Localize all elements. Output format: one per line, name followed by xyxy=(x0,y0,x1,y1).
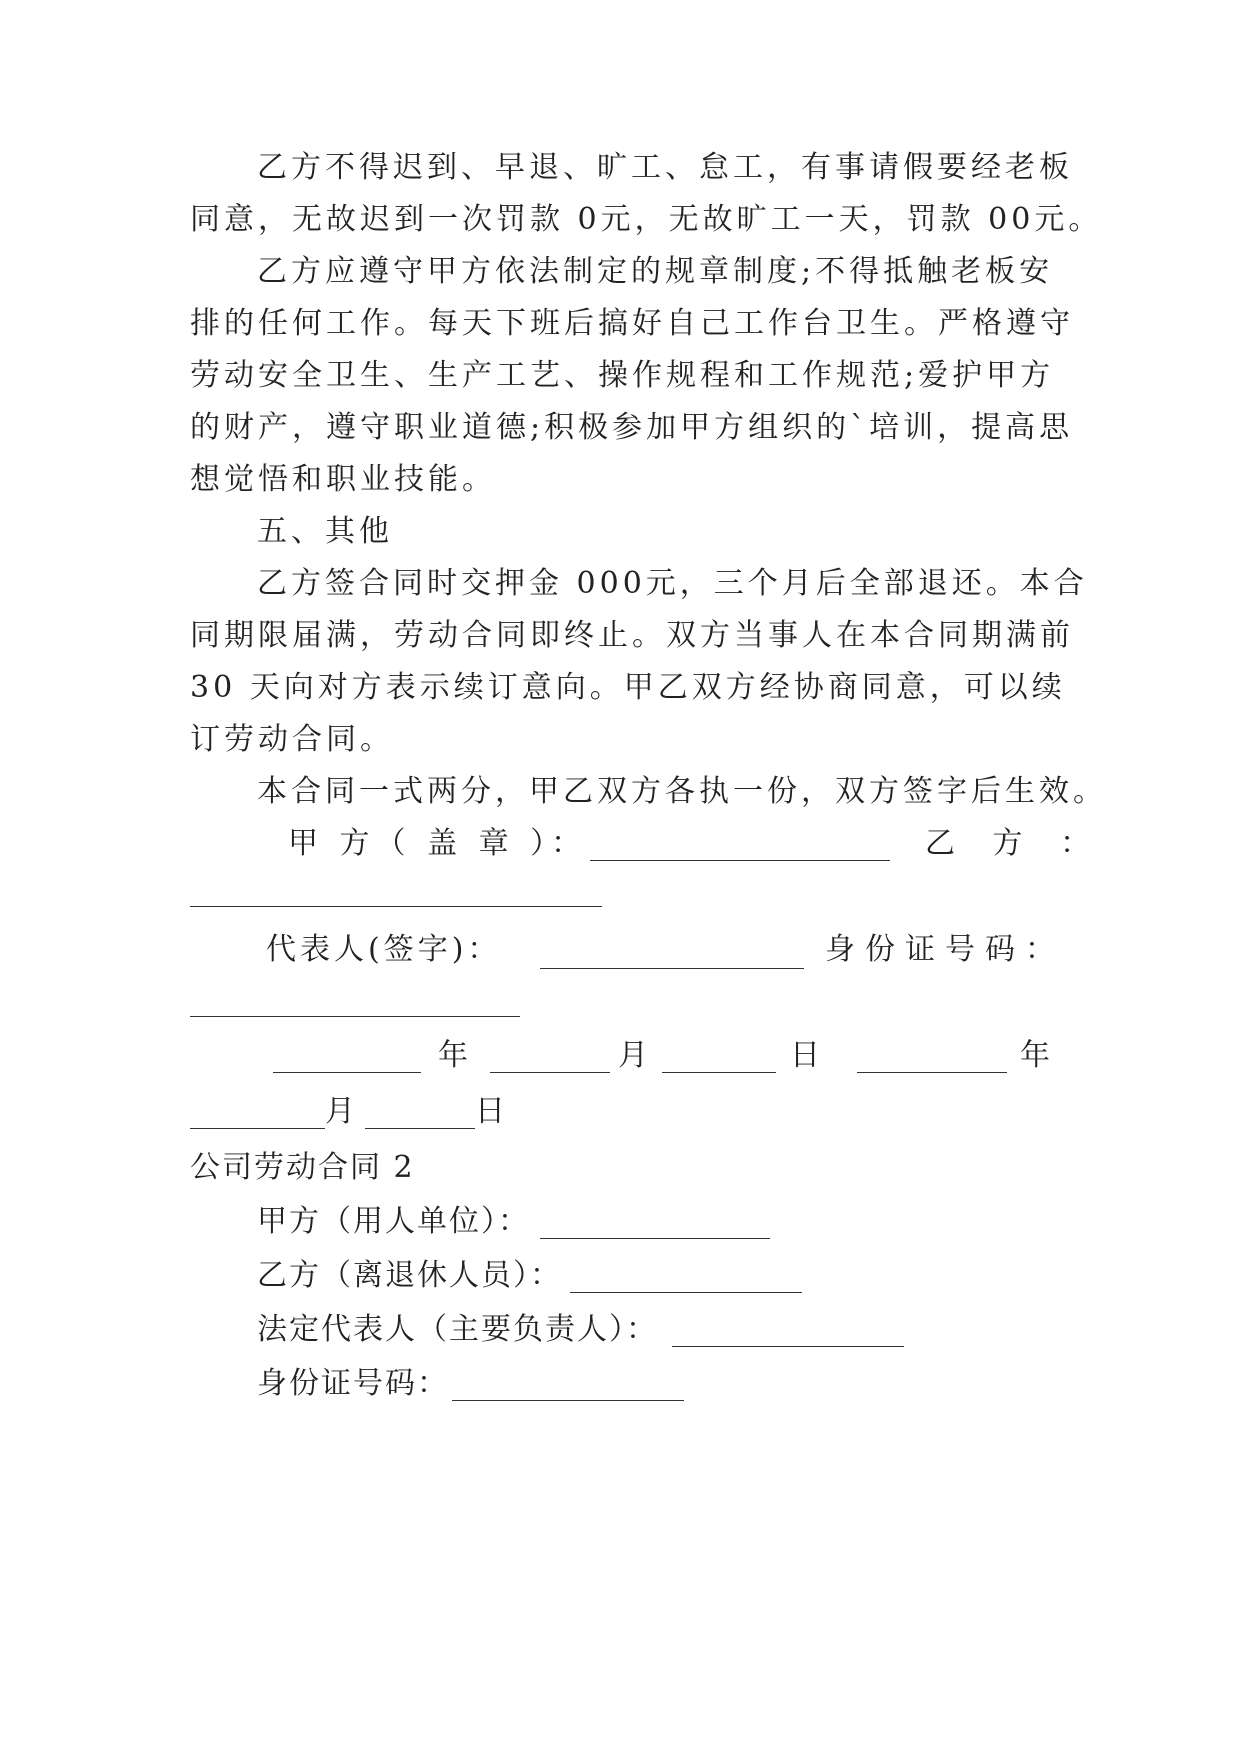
paragraph-line: 乙方不得迟到、早退、旷工、怠工，有事请假要经老板 xyxy=(257,150,1073,185)
date-b-year-blank[interactable] xyxy=(857,1072,1007,1073)
contract2-party-a-blank[interactable] xyxy=(540,1238,770,1239)
section-heading: 五、其他 xyxy=(257,514,393,549)
paragraph-line: 想觉悟和职业技能。 xyxy=(190,462,496,497)
date-b-month-blank[interactable] xyxy=(190,1128,325,1129)
date-a-year-blank[interactable] xyxy=(273,1072,421,1073)
date-b-day-label: 日 xyxy=(475,1094,505,1129)
contract2-party-b-blank[interactable] xyxy=(570,1292,802,1293)
paragraph-line: 乙方签合同时交押金 000元，三个月后全部退还。本合 xyxy=(257,566,1088,601)
date-b-day-blank[interactable] xyxy=(365,1128,475,1129)
date-a-month-label: 月 xyxy=(618,1038,648,1073)
date-a-day-label: 日 xyxy=(790,1038,820,1073)
paragraph-line: 乙方应遵守甲方依法制定的规章制度;不得抵触老板安 xyxy=(257,254,1054,289)
contract2-party-b-label: 乙方（离退休人员）： xyxy=(257,1258,562,1293)
representative-label: 代表人(签字)： xyxy=(266,932,502,967)
contract2-id-number-blank[interactable] xyxy=(452,1400,684,1401)
paragraph-line: 本合同一式两分，甲乙双方各执一份，双方签字后生效。 xyxy=(257,774,1107,809)
contract2-id-number-label: 身份证号码： xyxy=(257,1366,449,1401)
id-number-blank[interactable] xyxy=(190,1016,520,1017)
paragraph-line: 同意，无故迟到一次罚款 0元，无故旷工一天，罚款 00元。 xyxy=(190,202,1103,237)
paragraph-line: 订劳动合同。 xyxy=(190,722,394,757)
party-b-label: 乙 方 ： xyxy=(925,826,1105,861)
party-a-seal-label: 甲 方（ 盖 章 ）： xyxy=(288,826,588,861)
date-a-month-blank[interactable] xyxy=(490,1072,610,1073)
date-b-month-label: 月 xyxy=(325,1094,355,1129)
paragraph-line: 排的任何工作。每天下班后搞好自己工作台卫生。严格遵守 xyxy=(190,306,1074,341)
party-a-seal-blank[interactable] xyxy=(590,860,890,861)
paragraph-line: 30 天向对方表示续订意向。甲乙双方经协商同意，可以续 xyxy=(190,670,1066,705)
contract2-legal-rep-label: 法定代表人（主要负责人）： xyxy=(257,1312,658,1347)
contract2-party-a-label: 甲方（用人单位）： xyxy=(257,1204,530,1239)
date-a-year-label: 年 xyxy=(438,1038,468,1073)
contract2-legal-rep-blank[interactable] xyxy=(672,1346,904,1347)
representative-blank[interactable] xyxy=(540,968,804,969)
party-b-blank[interactable] xyxy=(190,906,602,907)
paragraph-line: 的财产，遵守职业道德;积极参加甲方组织的`培训，提高思 xyxy=(190,410,1074,445)
date-b-year-label: 年 xyxy=(1020,1038,1050,1073)
paragraph-line: 同期限届满，劳动合同即终止。双方当事人在本合同期满前 xyxy=(190,618,1074,653)
id-number-label: 身份证号码： xyxy=(825,932,1065,967)
paragraph-line: 劳动安全卫生、生产工艺、操作规程和工作规范;爱护甲方 xyxy=(190,358,1055,393)
contract2-title: 公司劳动合同 2 xyxy=(190,1150,415,1185)
date-a-day-blank[interactable] xyxy=(662,1072,776,1073)
